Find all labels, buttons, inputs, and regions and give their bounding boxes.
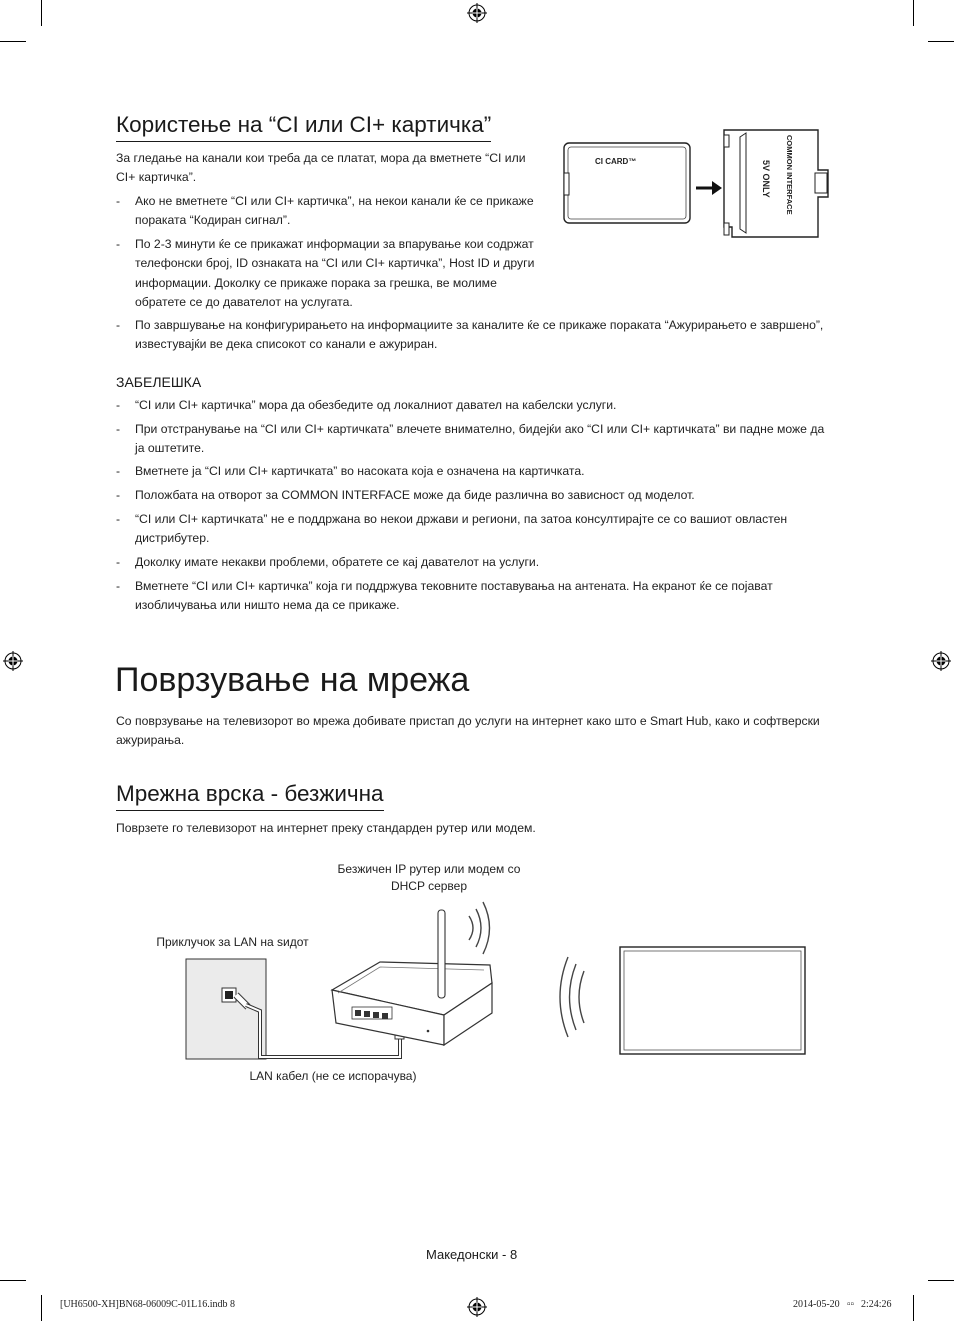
- ci-card-illustration: [560, 125, 850, 250]
- bullet-dash: -: [116, 579, 121, 593]
- ci-bullet-text: По 2-3 минути ќе се прикажат информации за впарување кои содржат телефонски број, ID ознаката на “CI или CI+ картичка”, Host ID и други информации. Доколку се прикаже порака за грешка, ве молиме обратете се до давателот на услугата.: [135, 237, 535, 309]
- page-number: Македонски - 8: [426, 1247, 518, 1262]
- registration-mark-icon: [467, 1297, 487, 1317]
- network-title: Поврзување на мрежа: [115, 661, 470, 699]
- crop-mark: [928, 1280, 954, 1281]
- bullet-dash: -: [116, 237, 121, 251]
- print-time: 2:24:26: [861, 1299, 892, 1310]
- ci-bullet-text: По завршување на конфигурирањето на информациите за каналите ќе се прикаже пораката “Ажурирањето е завршено”, известувајќи ве дека списокот со канали е ажуриран.: [135, 318, 824, 352]
- note-bullet-text: “CI или CI+ картичката” не е поддржана во некои држави и региони, па затоа консултирајте се со вашиот овластен дистрибутер.: [135, 512, 788, 546]
- ci-bullet: [116, 192, 536, 231]
- tv-screen: [620, 947, 805, 1054]
- antenna-icon: [438, 910, 445, 998]
- note-bullet-text: Доколку имате некакви проблеми, обратете се кај давателот на услуги.: [135, 555, 540, 569]
- note-bullet: [116, 553, 836, 572]
- wifi-signal-icon: [469, 902, 490, 954]
- ci-intro: За гледање на канали кои треба да се платат, мора да вметнете “CI или CI+ картичка”.: [116, 151, 526, 185]
- note-bullet: [116, 462, 836, 481]
- 5v-only-label: 5V ONLY: [761, 160, 771, 198]
- crop-mark: [913, 0, 914, 26]
- note-heading: ЗАБЕЛЕШКА: [116, 374, 202, 390]
- ci-bullet-text: Ако не вметнете “CI или CI+ картичка”, на некои канали ќе се прикаже пораката “Кодиран сигнал”.: [135, 194, 534, 228]
- bullet-dash: -: [116, 194, 121, 208]
- lan-cable-caption: LAN кабел (не се испорачува): [249, 1069, 417, 1083]
- registration-mark-icon: [3, 651, 23, 671]
- note-bullet: [116, 420, 836, 459]
- bullet-dash: -: [116, 512, 121, 526]
- note-bullet: [116, 396, 836, 415]
- ci-card-label: CI CARD™: [595, 157, 637, 166]
- registration-mark-icon: [467, 3, 487, 23]
- wireless-heading: Мрежна врска - безжична: [116, 781, 384, 811]
- wireless-router: [332, 962, 492, 1045]
- bullet-dash: -: [116, 318, 121, 332]
- router-caption: Безжичен IP рутер или модем со DHCP сервер: [337, 862, 521, 893]
- ci-bullet: [116, 316, 836, 355]
- file-info: [UH6500-XH]BN68-06009C-01L16.indb 8: [60, 1299, 235, 1310]
- bullet-dash: -: [116, 555, 121, 569]
- note-bullet-text: Вметнете ја “CI или CI+ картичката” во насоката која е означена на картичката.: [135, 464, 585, 478]
- common-interface-label: COMMON INTERFACE: [785, 135, 794, 215]
- crop-mark: [41, 0, 42, 26]
- bullet-dash: -: [116, 488, 121, 502]
- crop-mark: [41, 1295, 42, 1321]
- ci-heading: Користење на “CI или CI+ картичка”: [116, 112, 491, 142]
- note-bullet-text: “CI или CI+ картичка” мора да обезбедите од локалниот давател на кабелски услуги.: [135, 398, 617, 412]
- print-date: 2014-05-20: [793, 1299, 840, 1310]
- crop-mark: [913, 1295, 914, 1321]
- bullet-dash: -: [116, 464, 121, 478]
- bullet-dash: -: [116, 398, 121, 412]
- wireless-intro: Поврзете го телевизорот на интернет преку стандарден рутер или модем.: [116, 821, 536, 835]
- crop-mark: [0, 1280, 26, 1281]
- crop-mark: [928, 41, 954, 42]
- note-bullet-text: Вметнете “CI или CI+ картичка” која ги поддржува тековните поставувања на антената. На екранот ќе се појават изобличувања или ништо нема да се прикаже.: [135, 579, 773, 613]
- wall-socket-caption: Приклучок за LAN на sидот: [156, 935, 309, 949]
- ci-card: [564, 143, 690, 223]
- network-intro: Со поврзување на телевизорот во мрежа добивате пристап до услуги на интернет како што е Smart Hub, како и софтверски ажурирања.: [116, 714, 820, 748]
- note-bullet-text: При отстранување на “CI или CI+ картичката” влечете внимателно, бидејќи ако “CI или CI+ картичката” ви падне може да ја оштетите.: [135, 422, 825, 456]
- wifi-signal-icon: [560, 957, 584, 1037]
- ci-slot: [724, 130, 828, 237]
- crop-mark: [0, 41, 26, 42]
- note-bullet: [116, 577, 836, 616]
- registration-mark-icon: [931, 651, 951, 671]
- note-bullet-text: Положбата на отворот за COMMON INTERFACE може да биде различна во зависност од моделот.: [135, 488, 695, 502]
- note-bullet: [116, 486, 836, 505]
- print-time-icon: ▫▫: [847, 1299, 855, 1310]
- insert-arrow-icon: [696, 181, 722, 195]
- note-bullet: [116, 510, 836, 549]
- wireless-network-diagram: [180, 895, 820, 1070]
- bullet-dash: -: [116, 422, 121, 436]
